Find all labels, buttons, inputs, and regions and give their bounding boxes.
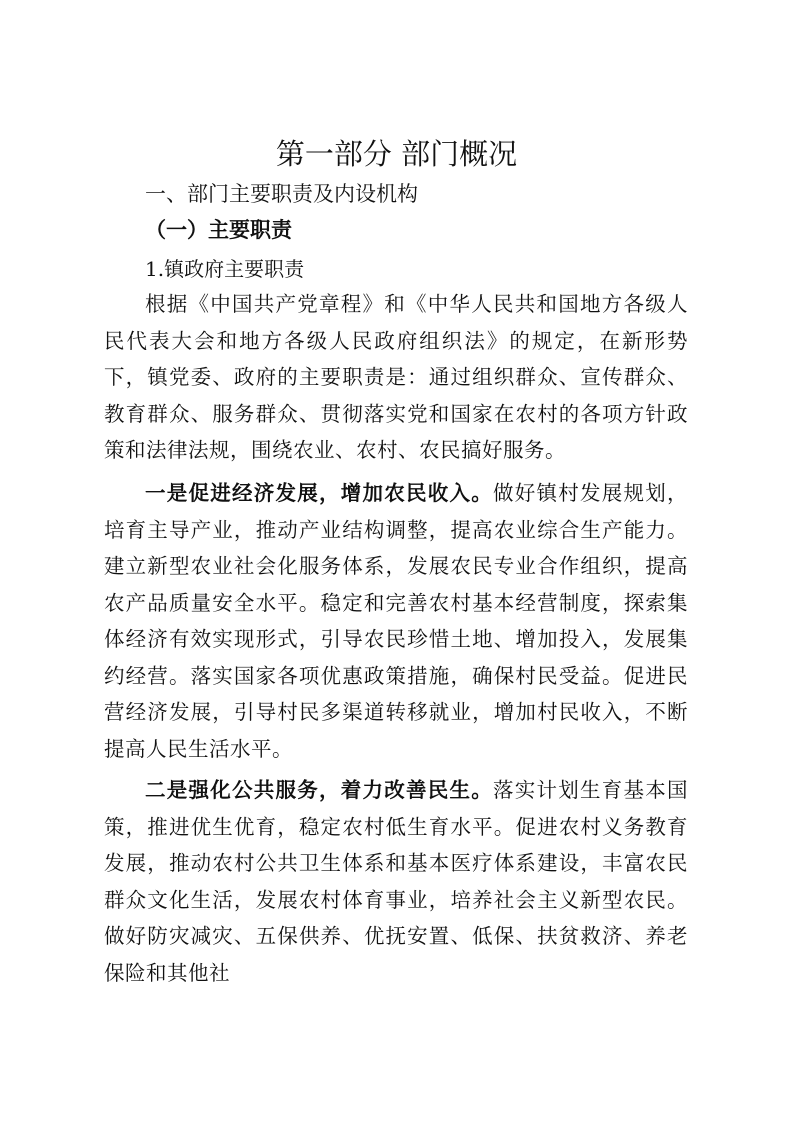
paragraph-2-lead: 一是促进经济发展，增加农民收入。 <box>145 481 493 505</box>
page-title: 第一部分 部门概况 <box>275 137 518 171</box>
paragraph-3 <box>104 772 688 991</box>
subsection-heading: （一）主要职责 <box>145 217 292 242</box>
paragraph-2-body: 做好镇村发展规划，培育主导产业，推动产业结构调整，提高农业综合生产能力。建立新型农业社会化服务体系，发展农民专业合作组织，提高农产品质量安全水平。稳定和完善农村基本经营制度，探索集体经济有效实现形式，引导农民珍惜土地、增加投入，发展集约经营。落实国家各项优惠政策措施，确保村民受益。促进民营经济发展，引导村民多渠道转移就业，增加村民收入，不断提高人民生活水平。 <box>104 481 688 761</box>
paragraph-3-body: 落实计划生育基本国策，推进优生优育，稳定农村低生育水平。促进农村义务教育发展，推动农村公共卫生体系和基本医疗体系建设，丰富农民群众文化生活，发展农村体育事业，培养社会主义新型农民。做好防灾减灾、五保供养、优抚安置、低保、扶贫救济、养老保险和其他社 <box>104 778 688 985</box>
section-heading: 一、部门主要职责及内设机构 <box>145 182 418 206</box>
paragraph-2 <box>104 475 688 767</box>
item-heading: 1.镇政府主要职责 <box>145 257 305 281</box>
paragraph-1: 根据《中国共产党章程》和《中华人民共和国地方各级人民代表大会和地方各级人民政府组织法》的规定，在新形势下，镇党委、政府的主要职责是：通过组织群众、宣传群众、教育群众、服务群众、贯彻落实党和国家在农村的各项方针政策和法律法规，围绕农业、农村、农民搞好服务。 <box>104 292 688 462</box>
paragraph-3-lead: 二是强化公共服务，着力改善民生。 <box>145 778 493 802</box>
